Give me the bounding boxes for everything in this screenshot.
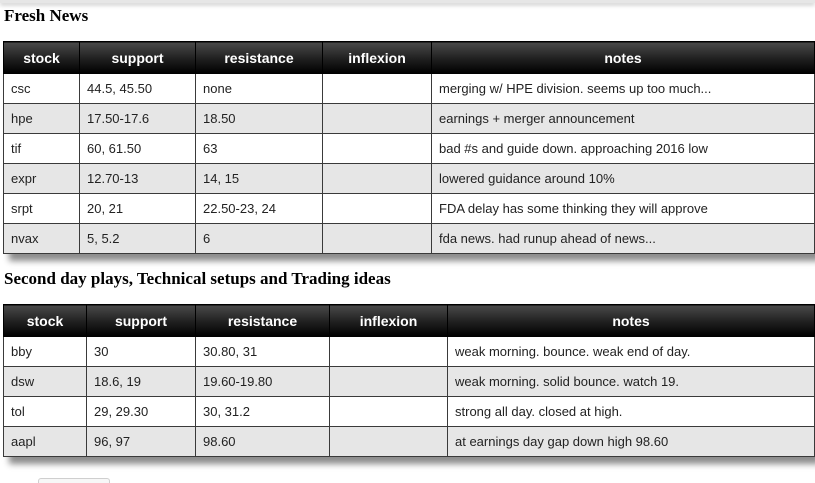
cell-notes: at earnings day gap down high 98.60 [448,427,815,457]
cell-stock: nvax [4,224,80,254]
cell-notes: lowered guidance around 10% [432,164,815,194]
cell-support: 60, 61.50 [80,134,196,164]
col-header-resistance: resistance [196,42,323,74]
cell-notes: earnings + merger announcement [432,104,815,134]
cell-support: 44.5, 45.50 [80,74,196,104]
col-header-notes: notes [432,42,815,74]
cell-support: 18.6, 19 [87,367,196,397]
cell-resistance: 14, 15 [196,164,323,194]
table-header-row [4,305,815,337]
cell-inflexion [323,224,432,254]
col-header-stock: stock [4,305,87,337]
cell-stock: tif [4,134,80,164]
cell-stock: aapl [4,427,87,457]
table-header-row [4,42,815,74]
cell-inflexion [330,337,448,367]
cell-support: 5, 5.2 [80,224,196,254]
col-header-inflexion: inflexion [323,42,432,74]
col-header-support: support [80,42,196,74]
cell-stock: srpt [4,194,80,224]
cell-inflexion [330,367,448,397]
col-header-notes: notes [448,305,815,337]
cell-support: 96, 97 [87,427,196,457]
table-row [4,397,815,427]
cell-notes: fda news. had runup ahead of news... [432,224,815,254]
cell-stock: expr [4,164,80,194]
col-header-support: support [87,305,196,337]
fresh-news-table [3,41,815,254]
cell-notes: strong all day. closed at high. [448,397,815,427]
cell-inflexion [330,397,448,427]
top-border [0,0,815,3]
cell-resistance: none [196,74,323,104]
table-row [4,134,815,164]
col-header-inflexion: inflexion [330,305,448,337]
cell-inflexion [330,427,448,457]
table-row [4,224,815,254]
table-row [4,194,815,224]
cell-stock: tol [4,397,87,427]
cell-inflexion [323,134,432,164]
cell-stock: csc [4,74,80,104]
cell-notes: bad #s and guide down. approaching 2016 low [432,134,815,164]
cell-stock: hpe [4,104,80,134]
section-title-second-day-plays: Second day plays, Technical setups and Trading ideas [4,269,391,288]
cell-support: 20, 21 [80,194,196,224]
cell-inflexion [323,74,432,104]
cell-resistance: 6 [196,224,323,254]
cell-resistance: 63 [196,134,323,164]
cell-resistance: 30.80, 31 [196,337,330,367]
table-row [4,427,815,457]
cell-support: 29, 29.30 [87,397,196,427]
cell-support: 12.70-13 [80,164,196,194]
col-header-stock: stock [4,42,80,74]
cell-resistance: 30, 31.2 [196,397,330,427]
cell-resistance: 19.60-19.80 [196,367,330,397]
cell-inflexion [323,194,432,224]
cell-support: 17.50-17.6 [80,104,196,134]
cell-stock: bby [4,337,87,367]
cell-resistance: 18.50 [196,104,323,134]
cell-support: 30 [87,337,196,367]
table-row [4,74,815,104]
table-row [4,164,815,194]
cell-resistance: 22.50-23, 24 [196,194,323,224]
partial-button-edge [38,478,110,483]
cell-inflexion [323,104,432,134]
section-title-fresh-news: Fresh News [4,6,89,25]
table-row [4,337,815,367]
second-day-plays-table [3,304,815,457]
table-row [4,367,815,397]
cell-notes: merging w/ HPE division. seems up too much... [432,74,815,104]
col-header-resistance: resistance [196,305,330,337]
cell-resistance: 98.60 [196,427,330,457]
cell-notes: weak morning. bounce. weak end of day. [448,337,815,367]
cell-notes: weak morning. solid bounce. watch 19. [448,367,815,397]
table-row [4,104,815,134]
cell-inflexion [323,164,432,194]
cell-notes: FDA delay has some thinking they will approve [432,194,815,224]
cell-stock: dsw [4,367,87,397]
